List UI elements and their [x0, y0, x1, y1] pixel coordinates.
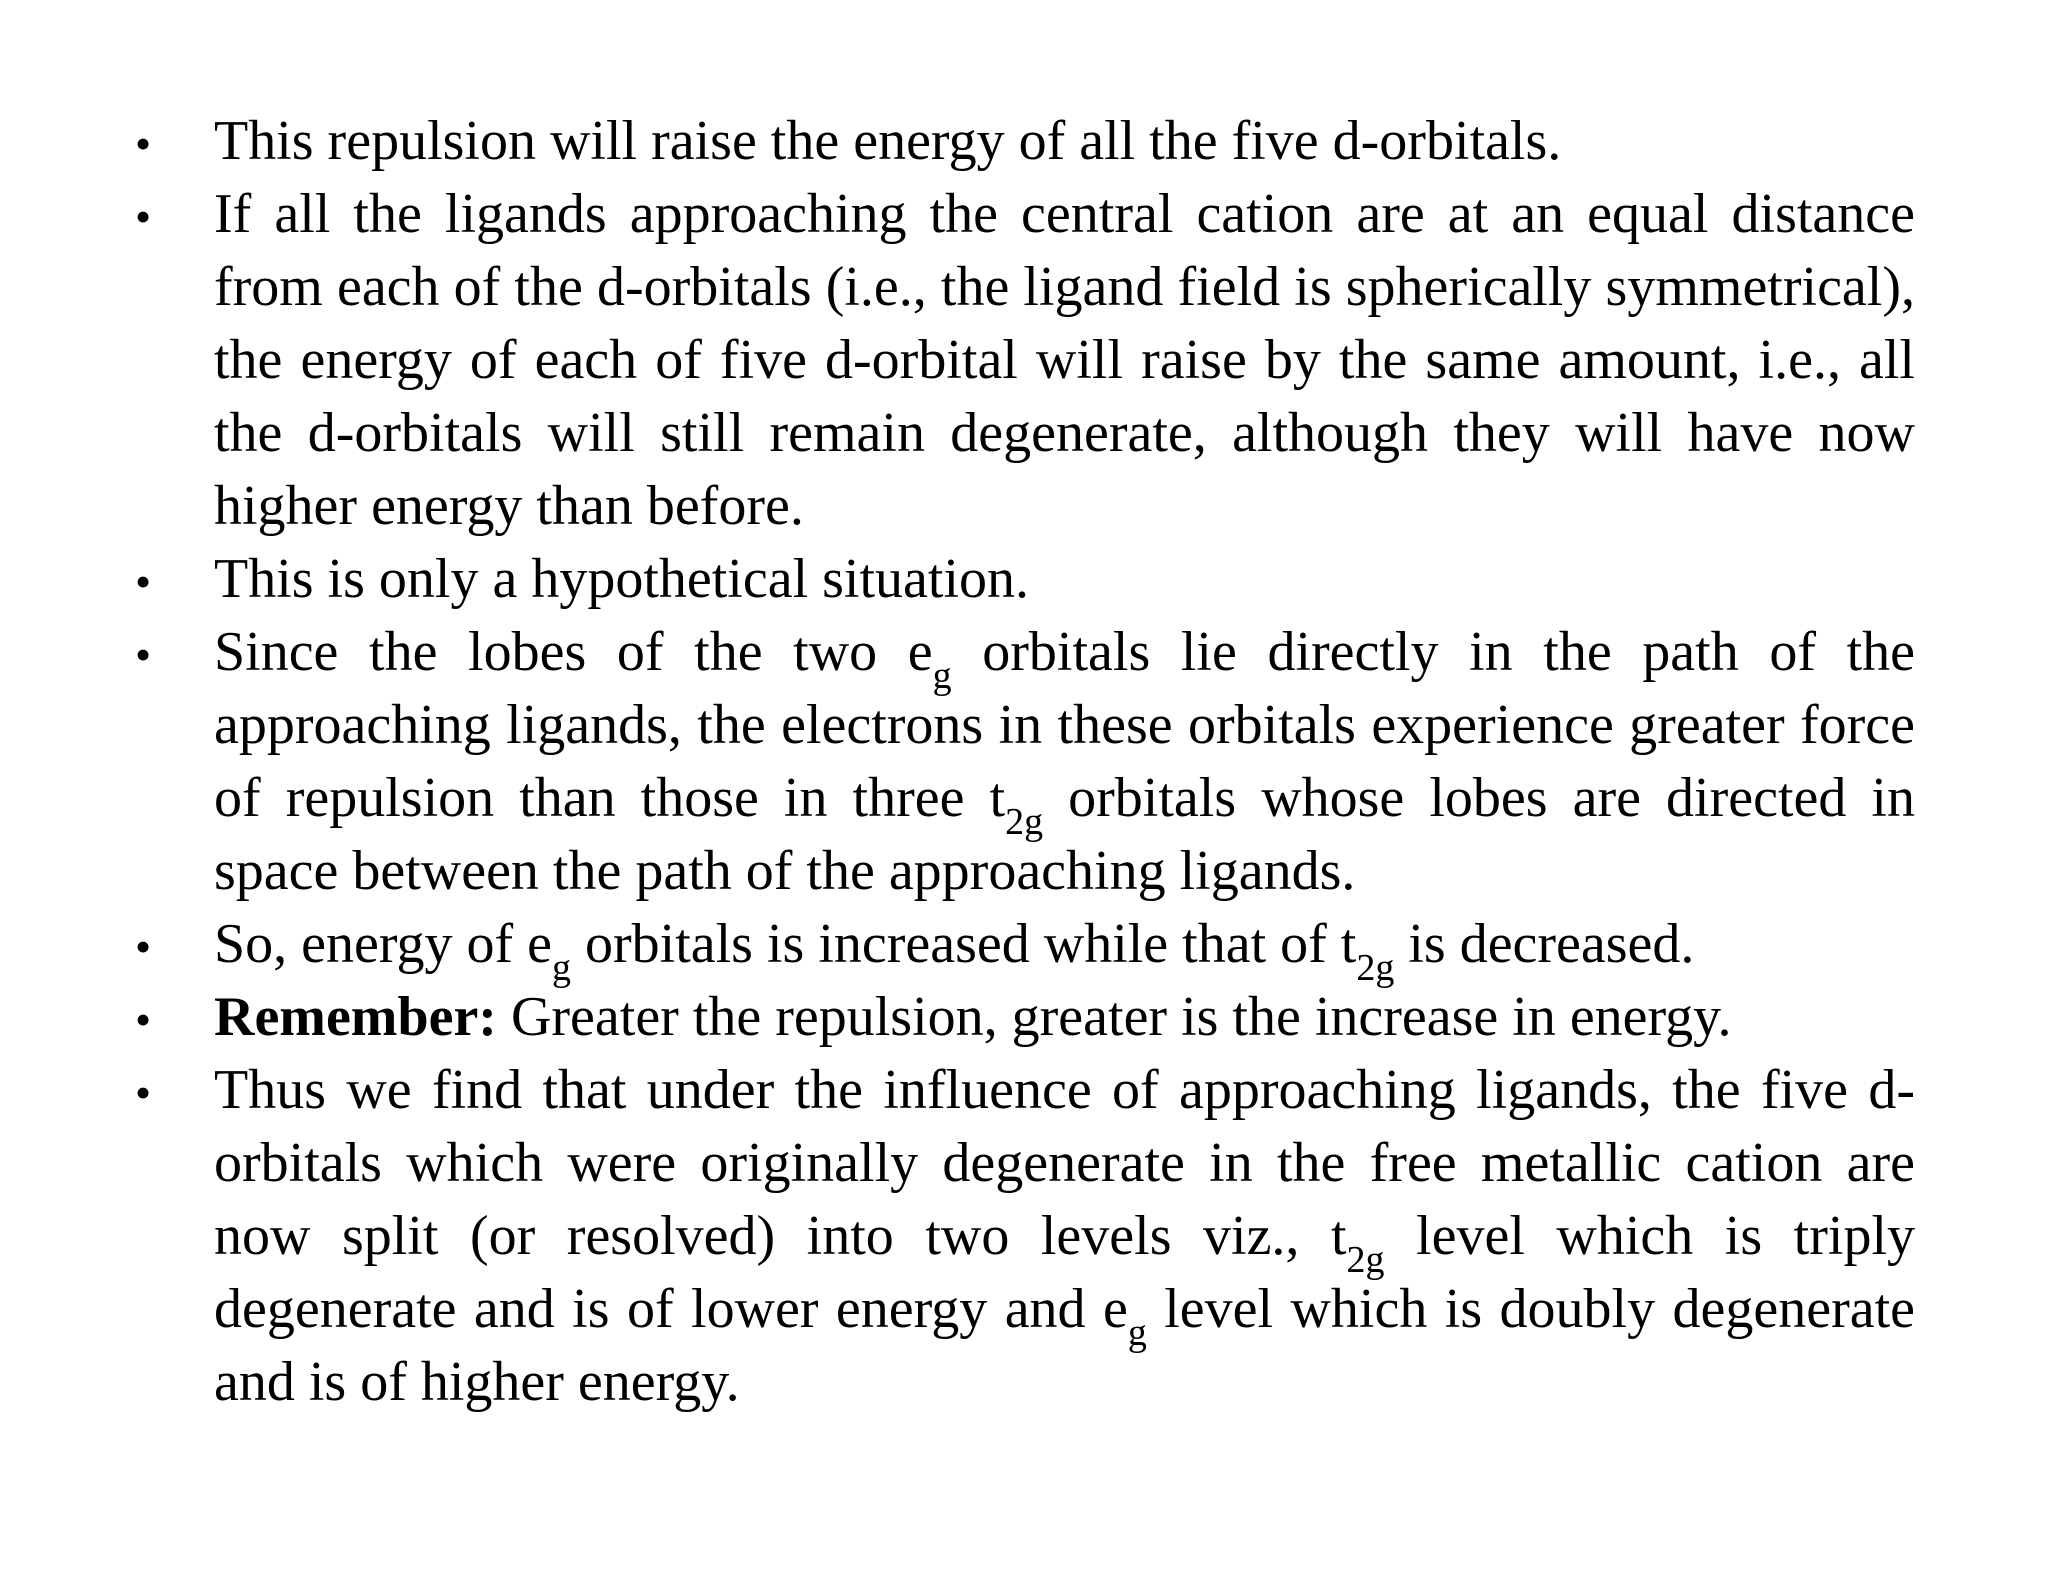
bullet-text-part: is decreased. [1394, 913, 1695, 975]
subscript: 2g [1346, 1239, 1385, 1281]
bullet-item-hypothetical [135, 543, 1915, 616]
bullet-item-remember [135, 981, 1915, 1054]
subscript: g [932, 655, 952, 697]
bullet-list [135, 105, 1915, 1419]
bullet-text-part: level which is doubly degenerate and is of higher energy. [214, 1278, 1915, 1413]
bullet-dot-icon [135, 616, 175, 691]
bullet-dot-icon [135, 178, 175, 253]
bullet-text: This is only a hypothetical situation. [214, 548, 1030, 610]
bullet-item-spherical-field [135, 178, 1915, 543]
bullet-text: Greater the repulsion, greater is the increase in energy. [496, 986, 1732, 1048]
bullet-item-splitting [135, 1054, 1915, 1419]
bullet-dot-icon [135, 1054, 175, 1129]
bullet-dot-icon [135, 543, 175, 618]
subscript: g [1127, 1312, 1147, 1354]
bullet-text-part: orbitals lie directly in the path of the approaching ligands, the electrons in these orbitals experience greater force of repulsion than those in three t [214, 621, 1916, 829]
bullet-item-repulsion-raise [135, 105, 1915, 178]
subscript: 2g [1356, 947, 1395, 989]
bullet-item-eg-lobes [135, 616, 1915, 908]
bullet-text: If all the ligands approaching the central cation are at an equal distance from each of the d-orbitals (i.e., the ligand field is spherically symmetrical), the energy of each of five d-orbital will raise by the same amount, i.e., all the d-orbitals will still remain degenerate, although they will have now higher energy than before. [214, 183, 1915, 537]
subscript: 2g [1005, 801, 1044, 843]
bullet-dot-icon [135, 105, 175, 180]
bullet-text-part: level which is triply degenerate and is of lower energy and e [214, 1205, 1916, 1340]
bullet-text-part: Since the lobes of the two e [214, 621, 933, 683]
subscript: g [552, 947, 571, 989]
bullet-text-part: orbitals is increased while that of t [571, 913, 1357, 975]
bullet-item-energy-change [135, 908, 1915, 989]
remember-label: Remember: [214, 986, 497, 1048]
bullet-dot-icon [135, 981, 175, 1056]
bullet-text-part: So, energy of e [214, 913, 552, 975]
bullet-dot-icon [135, 908, 175, 983]
bullet-text-part: orbitals whose lobes are directed in space between the path of the approaching ligands. [214, 767, 1915, 902]
bullet-text: This repulsion will raise the energy of all the five d-orbitals. [214, 110, 1562, 172]
bullet-text-part: Thus we find that under the influence of approaching ligands, the five d-orbitals which were originally degenerate in the free metallic cation are now split (or resolved) into two levels viz., t [214, 1059, 1915, 1267]
